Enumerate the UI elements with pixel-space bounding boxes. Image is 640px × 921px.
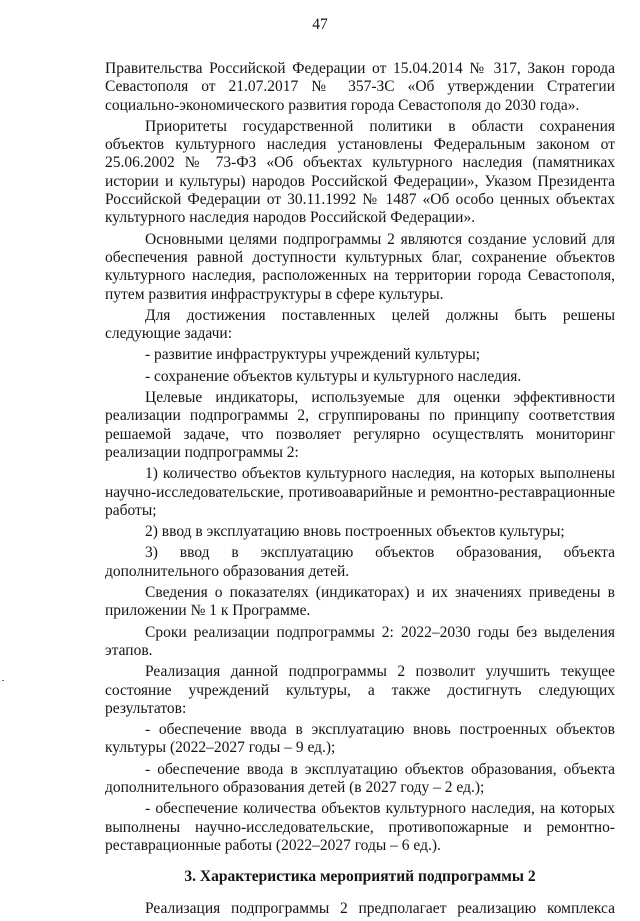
page-body [105, 60, 615, 921]
paragraph: Приоритеты государственной политики в области сохранения объектов культурного наследия установлены Федеральным законом от 25.06.2002 № 73-ФЗ «Об объектах культурного наследия (памятниках истории и культуры) народов Российской Федерации», Указом Президента Российской Федерации от 30.11.1992 № 1487 «Об особо ценных объектах культурного наследия народов Российской Федерации». [105, 117, 615, 227]
paragraph: Целевые индикаторы, используемые для оценки эффективности реализации подпрограммы 2, сгруппированы по принципу соответствия решаемой задаче, что позволяет регулярно осуществлять мониторинг реализации подпрограммы 2: [105, 389, 615, 461]
paragraph: Реализация данной подпрограммы 2 позволит улучшить текущее состояние учреждений культуры, а также достигнуть следующих результатов: [105, 663, 615, 717]
list-item: 1) количество объектов культурного наследия, на которых выполнены научно-исследовательские, противоаварийные и ремонтно-реставрационные работы; [105, 465, 615, 519]
page-number: 47 [312, 16, 328, 33]
scan-mark [2, 680, 4, 681]
list-item: 3) ввод в эксплуатацию объектов образования, объекта дополнительного образования детей. [105, 544, 615, 580]
list-item: - обеспечение ввода в эксплуатацию объектов образования, объекта дополнительного образования детей (в 2027 году – 2 ед.); [105, 760, 615, 796]
list-item: - обеспечение количества объектов культурного наследия, на которых выполнены научно-исследовательские, противопожарные и ремонтно-реставрационные работы (2022–2027 годы – 6 ед.). [105, 800, 615, 854]
paragraph: Сроки реализации подпрограммы 2: 2022–2030 годы без выделения этапов. [105, 623, 615, 659]
list-item: - сохранение объектов культуры и культурного наследия. [145, 367, 522, 385]
paragraph: Сведения о показателях (индикаторах) и их значениях приведены в приложении № 1 к Программе. [105, 584, 615, 620]
section-heading: 3. Характеристика мероприятий подпрограммы 2 [184, 868, 536, 886]
paragraph: Для достижения поставленных целей должны быть решены следующие задачи: [105, 306, 615, 343]
paragraph: Правительства Российской Федерации от 15.04.2014 № 317, Закон города Севастополя от 21.07.2017 № 357-ЗС «Об утверждении Стратегии социально-экономического развития города Севастополя до 2030 года». [105, 60, 615, 114]
list-item: - обеспечение ввода в эксплуатацию вновь построенных объектов культуры (2022–2027 годы – 9 ед.); [105, 721, 615, 757]
list-item: - развитие инфраструктуры учреждений культуры; [145, 346, 481, 364]
list-item: 2) ввод в эксплуатацию вновь построенных объектов культуры; [145, 523, 565, 541]
paragraph: Основными целями подпрограммы 2 являются создание условий для обеспечения равной доступности культурных благ, сохранение объектов культурного наследия, расположенных на территории города Севастополя, путем развития инфраструктуры в сфере культуры. [105, 230, 615, 303]
paragraph: Реализация подпрограммы 2 предполагает реализацию комплекса [145, 900, 615, 918]
